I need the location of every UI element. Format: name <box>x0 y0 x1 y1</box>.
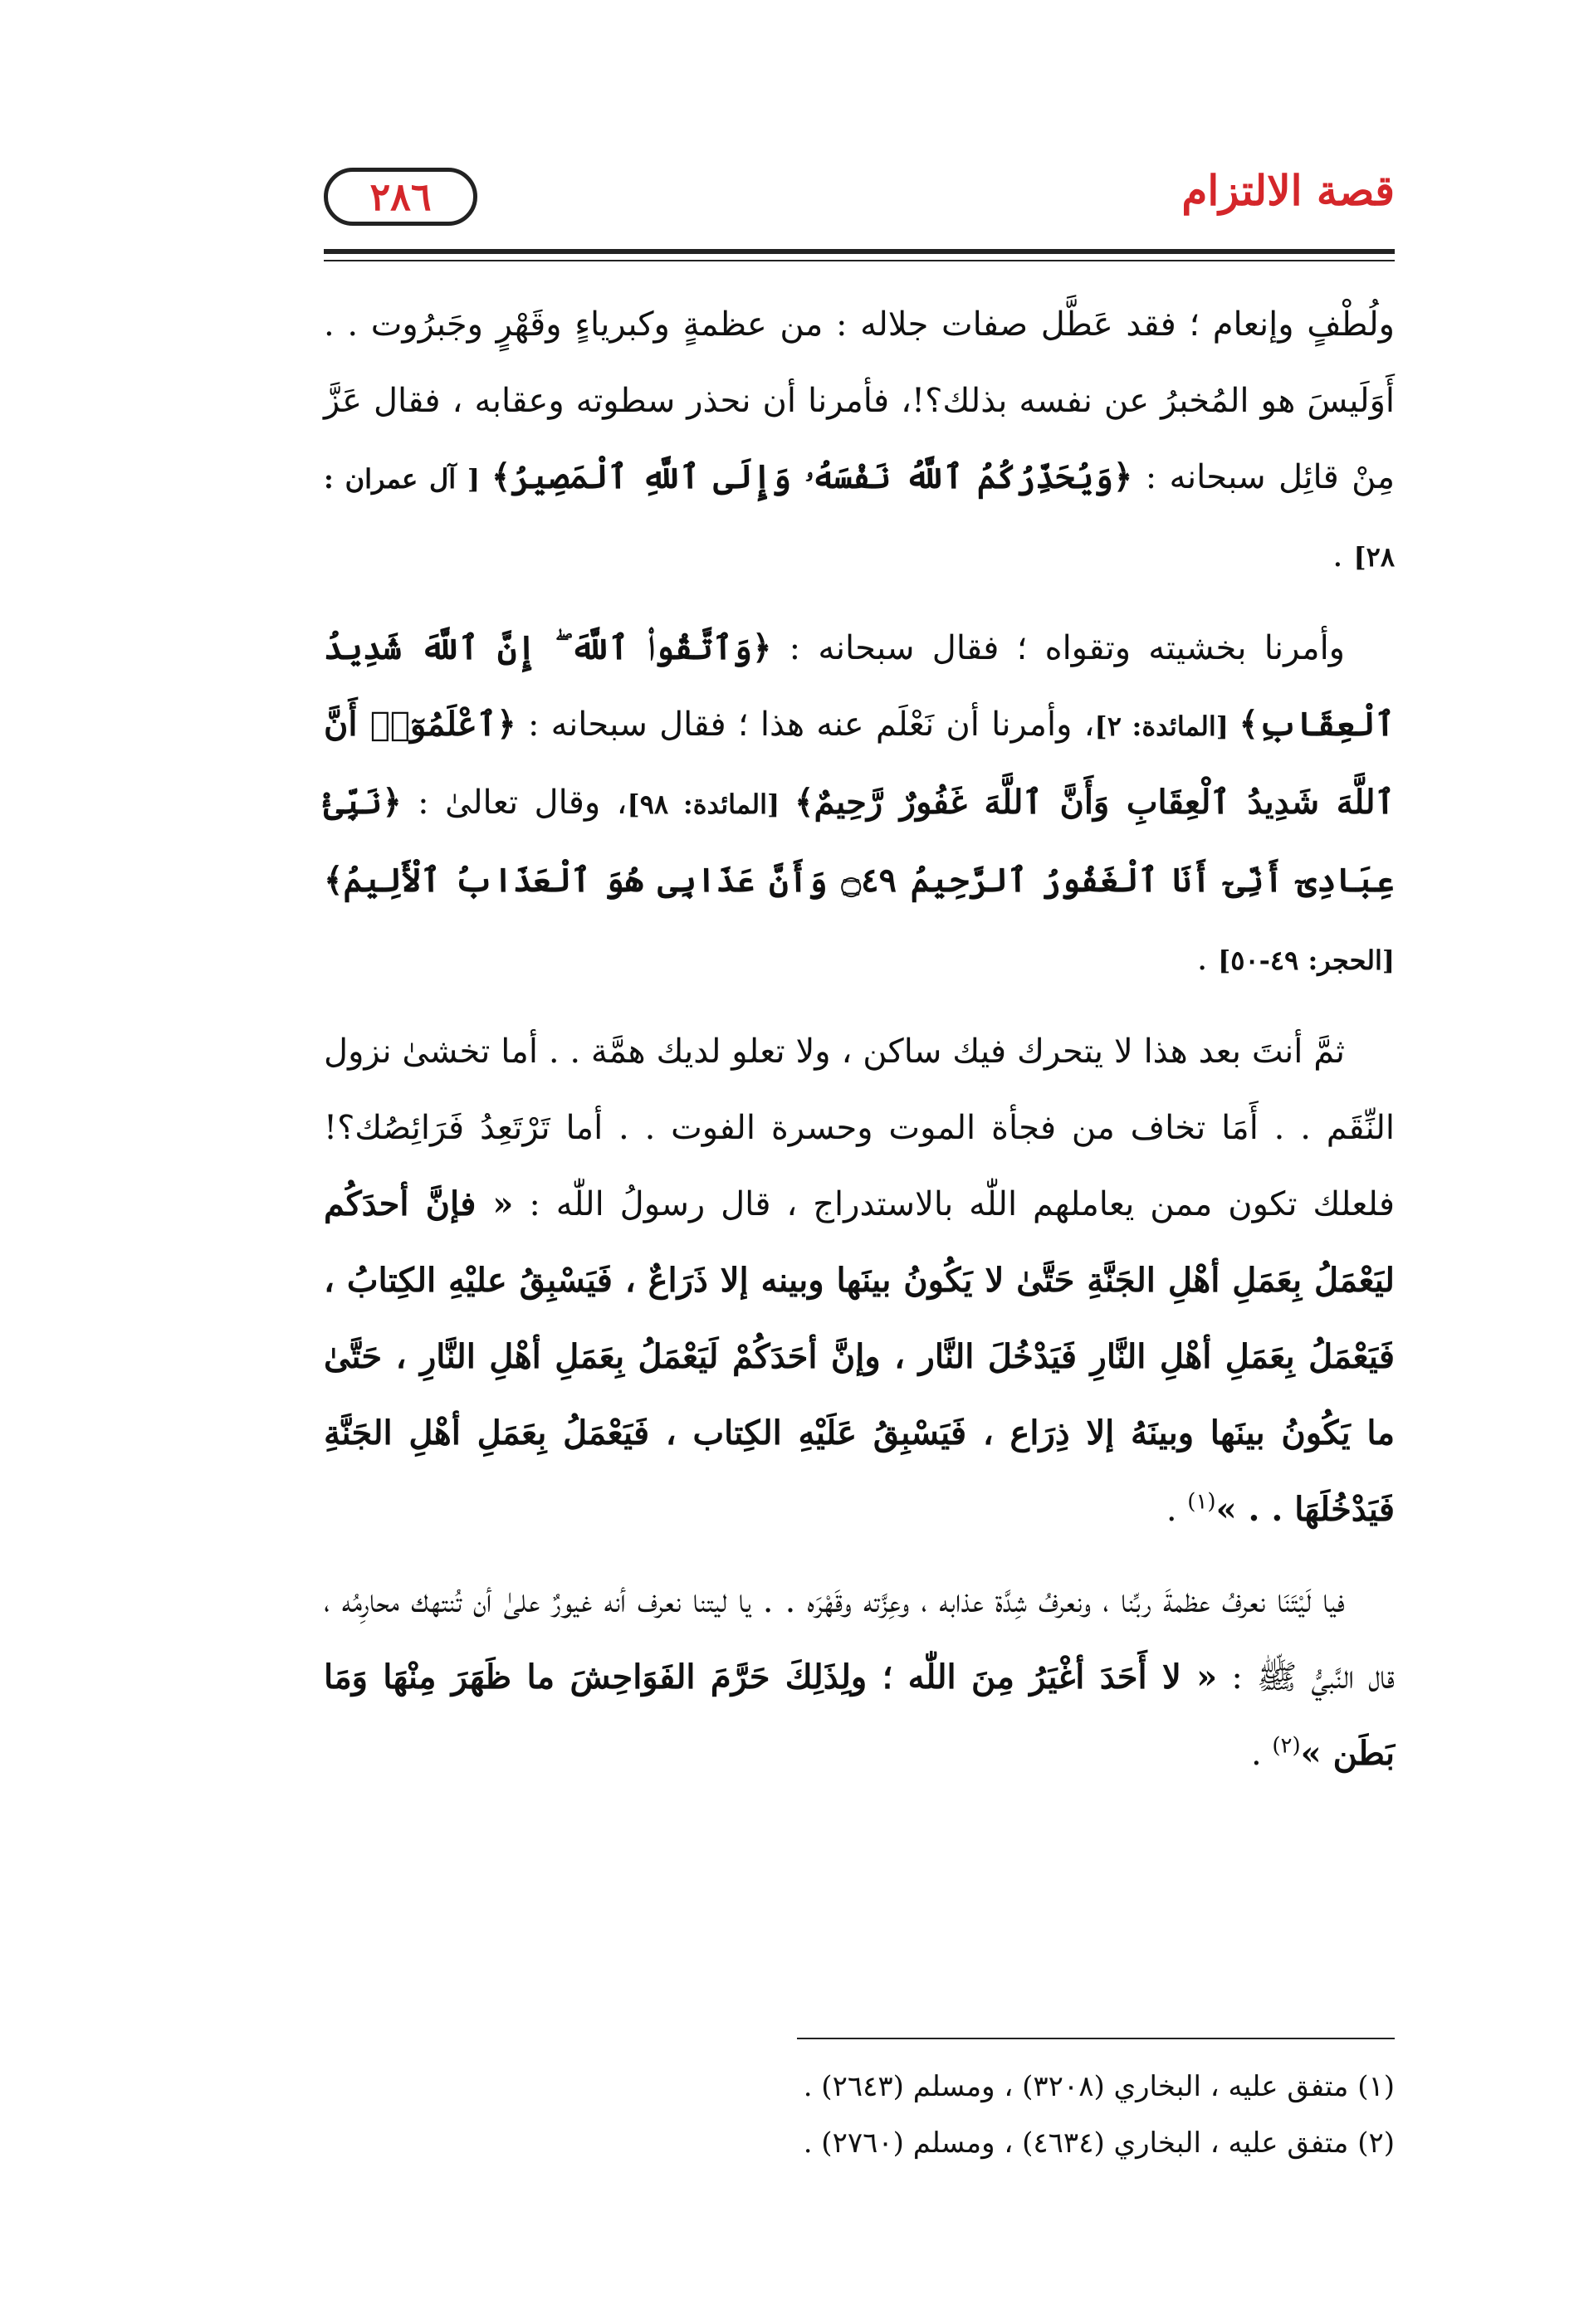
footnote-marker: (٢) <box>1272 1733 1301 1759</box>
hadith-quote: « فإنَّ أحدَكُم ليَعْمَلُ بِعَمَلِ أهْلِ الجَنَّةِ حَتَّىٰ لا يَكُونُ بينَها وبينه إلا ذَرَاعٌ ، فَيَسْبِقُ عليْهِ الكِتابُ ، فَيَعْمَلُ بِعَمَلِ أهْلِ النَّارِ فَيَدْخُلَ النَّار ، وإنَّ أحَدَكُمْ لَيَعْمَلُ بِعَمَلِ أهْلِ النَّارِ ، حَتَّىٰ ما يَكُونُ بينَها وبينَهُ إلا ذِرَاع ، فَيَسْبِقُ عَلَيْهِ الكِتاب ، فَيَعْمَلُ بِعَمَلِ أهْلِ الجَنَّةِ فَيَدْخُلَهَا . . » <box>324 1184 1396 1529</box>
header-rule-thick <box>324 249 1395 254</box>
running-title: قصة الالتزام <box>1181 166 1395 215</box>
quran-verse: ﴿ٱعْلَمُوٓا۟ أَنَّ ٱللَّهَ شَدِيدُ ٱلْعِقَابِ وَأَنَّ ٱللَّهَ غَفُورٌ رَّحِيمٌ﴾ <box>324 705 1396 822</box>
paragraph-text: وأمرنا بخشيته وتقواه ؛ فقال سبحانه : <box>771 629 1345 667</box>
hadith-quote: « لا أَحَدَ أغْيَرُ مِنَ اللّٰه ؛ ولِذَلِكَ حَرَّمَ الفَوَاحِشَ ما ظَهَرَ مِنْهَا وَمَا بَطَن » <box>324 1658 1395 1773</box>
quran-verse: ﴿وَٱتَّقُوا۟ ٱللَّهَ ۖ إِنَّ ٱللَّهَ شَدِيدُ ٱلْعِقَابِ﴾ <box>324 628 1396 744</box>
paragraph-text: ولُطْفٍ وإنعام ؛ فقد عَطَّل صفات جلاله : من عظمةٍ وكبرياءٍ وقَهْرٍ وجَبرُوت . . أَوَلَيسَ هو المُخبرُ عن نفسه بذلك؟!، فأمرنا أن نحذر سطوته وعقابه ، فقال عَزَّ مِنْ قائِل سبحانه : <box>324 305 1395 496</box>
footnote-separator <box>797 2038 1395 2039</box>
paragraph-text: ثمَّ أنتَ بعد هذا لا يتحرك فيك ساكن ، ولا تعلو لديك همَّة . . أما تخشىٰ نزول النِّقَم . . أَمَا تخاف من فجأة الموت وحسرة الفوت . . أما تَرْتَعِدُ فَرَائِصُك؟! فلعلك تكون ممن يعاملهم اللّٰه بالاستدراج ، قال رسولُ اللّٰه : <box>324 1033 1395 1223</box>
paragraph-2 <box>324 610 1395 998</box>
verse-reference: [المائدة: ٢] <box>1094 710 1239 742</box>
footnote-2: (٢) متفق عليه ، البخاري (٤٦٣٤) ، ومسلم (٢٧٦٠) . <box>803 2126 1395 2160</box>
footnotes <box>324 2058 1395 2171</box>
header-rule-thin <box>324 260 1395 261</box>
footnote-marker: (١) <box>1187 1489 1216 1515</box>
paragraph-1 <box>324 286 1395 595</box>
footnote-1: (١) متفق عليه ، البخاري (٣٢٠٨) ، ومسلم (٢٦٤٣) . <box>803 2070 1395 2103</box>
quran-verse: ﴿وَيُحَذِّرُكُمُ ٱللَّهُ نَفْسَهُۥ وَإِلَى ٱللَّهِ ٱلْمَصِيرُ﴾ <box>491 457 1133 496</box>
paragraph-text: . <box>1166 1491 1188 1529</box>
verse-reference: [الحجر: ٤٩-٥٠] <box>1218 945 1395 976</box>
verse-reference: [ آل عمران : ٢٨] <box>324 463 1395 573</box>
paragraph-text: ، وأمرنا أن نَعْلَم عنه هذا ؛ فقال سبحانه : <box>516 706 1095 744</box>
paragraph-4 <box>324 1563 1395 1792</box>
paragraph-text: فيا لَيْتَنَا نعرفُ عظمةَ ربِّنا ، ونعرفُ شِدَّة عذابه ، وعِزَّته وقَهْرَه . . يا ليتنا نعرف أنه غيورٌ علىٰ أن تُنتهك محارِمُه ، قال النَّبيُّ ﷺ : <box>324 1582 1396 1697</box>
verse-reference: [المائدة: ٩٨] <box>627 788 795 820</box>
paragraph-text: . <box>1250 1735 1273 1773</box>
page-number: ٢٨٦ <box>369 174 432 219</box>
paragraph-text: ، وقال تعالىٰ : <box>401 784 628 822</box>
paragraph-text: . <box>1332 536 1354 574</box>
page-number-frame <box>324 168 477 226</box>
main-text <box>324 286 1395 1807</box>
page-header <box>324 149 1395 249</box>
quran-verse: ﴿نَبِّئْ عِبَادِىٓ أَنِّىٓ أَنَا ٱلْغَفُورُ ٱلرَّحِيمُ ۝٤٩ وَأَنَّ عَذَابِى هُوَ ٱلْعَذَابُ ٱلْأَلِيمُ﴾ <box>324 783 1395 900</box>
paragraph-text: . <box>1196 940 1219 978</box>
paragraph-3 <box>324 1013 1395 1548</box>
